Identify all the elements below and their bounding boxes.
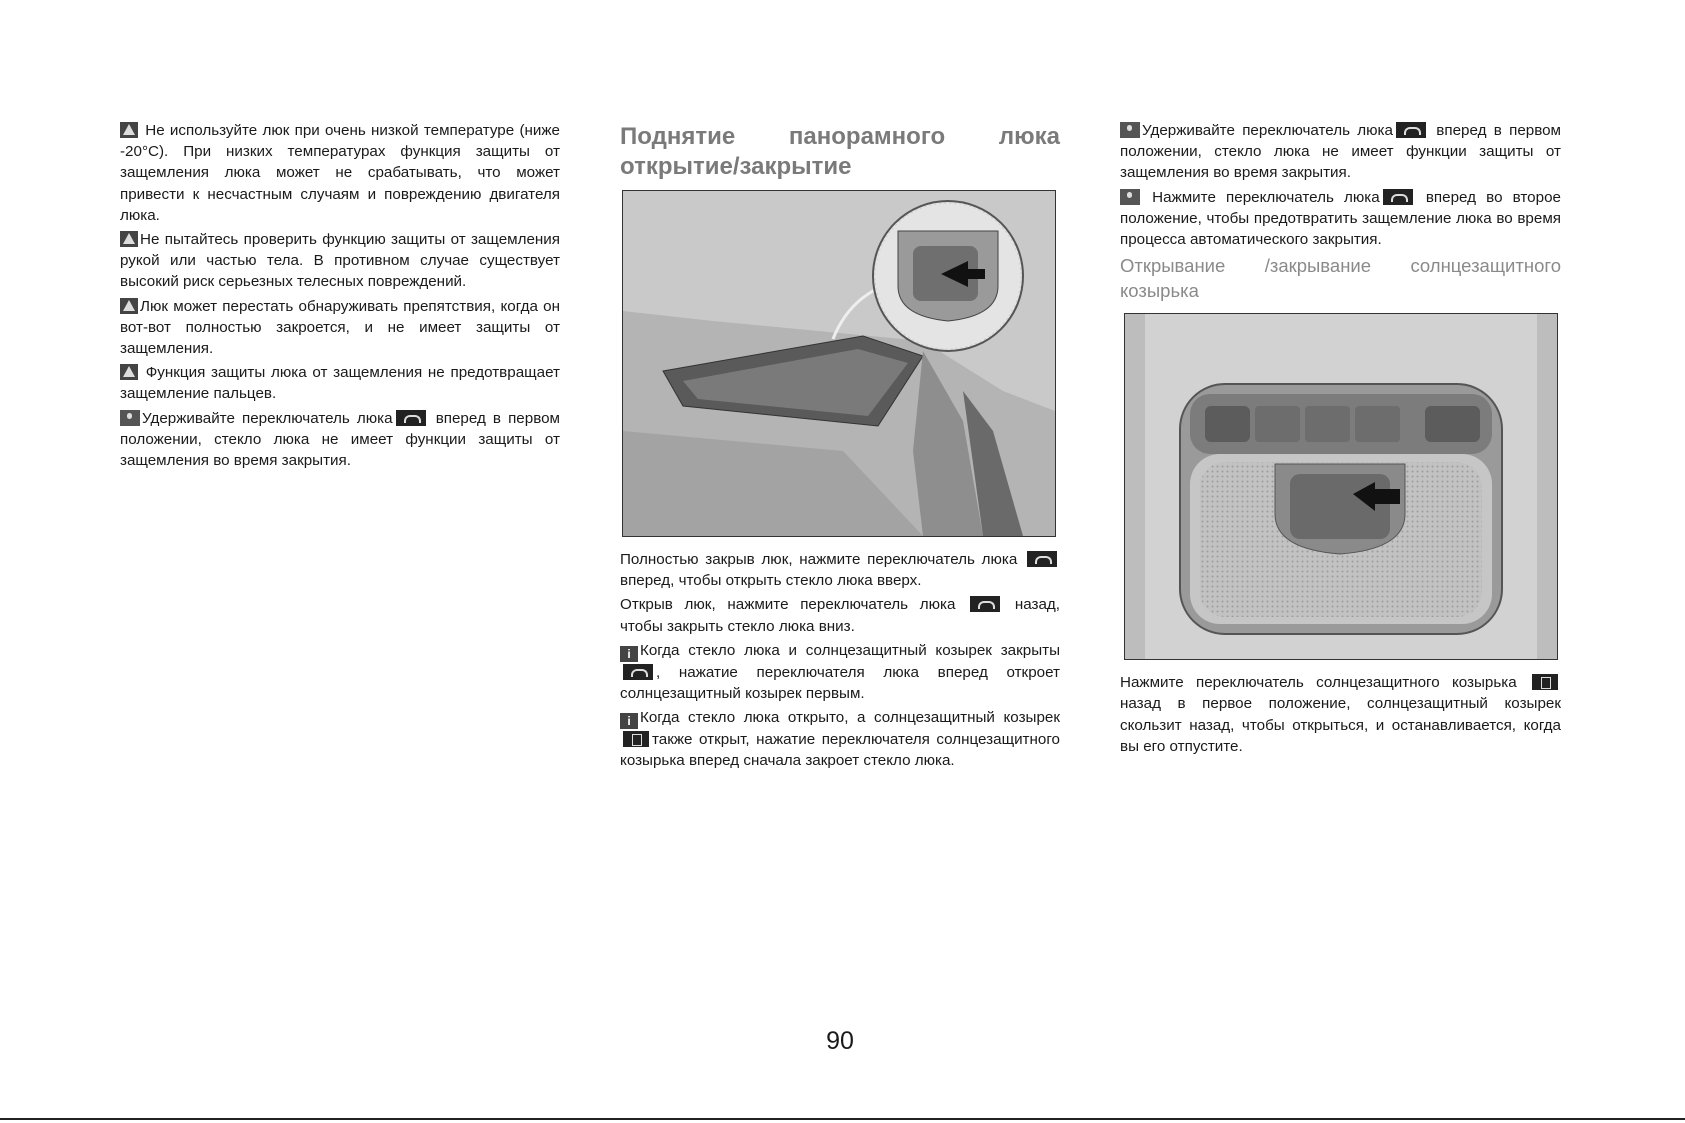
sunroof-switch-icon (1396, 122, 1426, 138)
sunroof-switch-icon (970, 596, 1000, 612)
sunroof-switch-icon (1027, 551, 1057, 567)
info-icon: i (620, 646, 638, 662)
page-number: 90 (826, 1027, 854, 1055)
sunshade-switch-icon (623, 731, 649, 747)
column-left (120, 120, 560, 474)
info-paragraph: i Когда стекло люка и солнцезащитный козырек закрыты, нажатие переключателя люка вперед откроет солнцезащитный козырек первым. (620, 641, 1060, 703)
sunshade-switch-icon (1532, 674, 1558, 690)
eye-note-icon (120, 410, 140, 426)
note-paragraph: Удерживайте переключатель люка вперед в первом положении, стекло люка не имеет функции защиты от защемления во время закрытия. (120, 409, 560, 470)
bottom-rule (0, 1118, 1685, 1120)
sunshade-illustration (1124, 313, 1558, 660)
car-roof-drawing (623, 191, 1055, 536)
section-title: Поднятие панорамного люка открытие/закрытие (620, 123, 1060, 180)
sunroof-switch-icon (623, 664, 653, 680)
warning-icon (120, 364, 138, 380)
warning-icon (120, 231, 138, 247)
note-paragraph: Нажмите переключатель люка вперед во второе положение, чтобы предотвратить защемление люка во время процесса автоматического закрытия. (1120, 188, 1561, 249)
section-subtitle: Открывание /закрывание солнцезащитного козырька (1120, 255, 1561, 302)
note-paragraph: Удерживайте переключатель люка вперед в первом положении, стекло люка не имеет функции защиты от защемления во время закрытия. (1120, 122, 1561, 182)
warning-paragraph: Функция защиты люка от защемления не предотвращает защемление пальцев. (120, 364, 560, 403)
overhead-console-drawing (1125, 314, 1557, 659)
eye-note-icon (1120, 122, 1140, 138)
warning-icon (120, 298, 138, 314)
sunroof-illustration (622, 190, 1056, 537)
eye-note-icon (1120, 189, 1140, 205)
sunroof-switch-icon (1383, 189, 1413, 205)
column-middle: Поднятие панорамного люка открытие/закрытие Полностью закрыв люк, нажмите переключатель люка вперед, чтобы открыть стекло люка вверх. Открыв люк, нажмите переключатель люка назад, чтобы закрыть стекло люка вниз. i Когда стекло люка и солнцезащитный козырек закрыты, нажатие переключателя люка вперед откроет солнцезащитный козырек первым. i Когда стекло люка открыто, а солнцезащитный козырек также открыт, нажатие переключателя солнцезащитного козырька вперед сначала закроет стекло люка. (620, 122, 1060, 775)
info-icon: i (620, 713, 638, 729)
info-paragraph: i Когда стекло люка открыто, а солнцезащитный козырек также открыт, нажатие переключателя солнцезащитного козырька вперед сначала закроет стекло люка. (620, 709, 1060, 770)
warning-paragraph: Люк может перестать обнаруживать препятствия, когда он вот-вот полностью закроется, и не имеет защиты от защемления. (120, 297, 560, 358)
sunroof-switch-icon (396, 410, 426, 426)
warning-paragraph: Не пытайтесь проверить функцию защиты от защемления рукой или частью тела. В противном случае существует высокий риск серьезных телесных повреждений. (120, 231, 560, 291)
column-right: Удерживайте переключатель люка вперед в первом положении, стекло люка не имеет функции защиты от защемления во время закрытия. Нажмите переключатель люка вперед во второе положение, чтобы предотвратить защемление люка во время процесса автоматического закрытия. Открывание /закрывание солнцезащитного козырька Нажмите переключатель солнцезащитного козырька назад в первое положение, солнцезащитный козырек скользит назад, чтобы открыться, и останавливается, когда вы его отпустите. (1120, 122, 1561, 755)
warning-icon (120, 122, 138, 138)
warning-paragraph: Не используйте люк при очень низкой температуре (ниже -20°C). При низких температурах функция защиты от защемления люка может не срабатывать, что может привести к несчастным случаям и повреждению двигателя люка. (120, 122, 560, 224)
